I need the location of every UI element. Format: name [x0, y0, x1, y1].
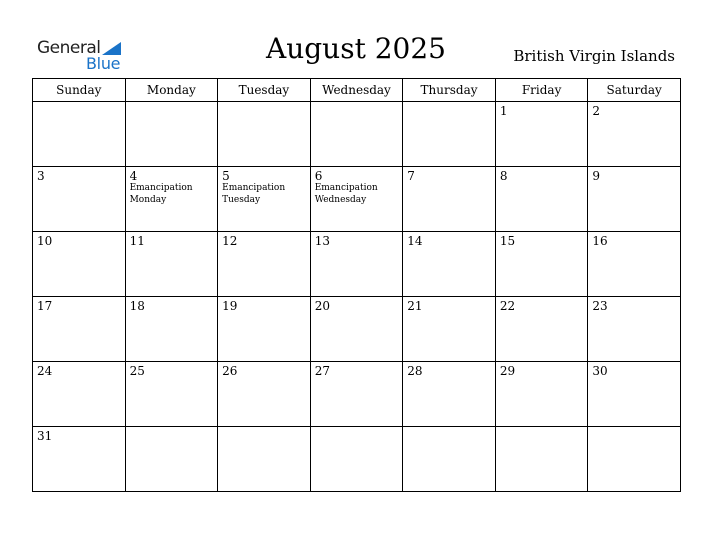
day-cell: [218, 102, 311, 167]
day-cell: [495, 167, 588, 232]
day-number: 2: [592, 104, 601, 118]
day-cell: [218, 427, 311, 492]
day-cell-content: [588, 362, 680, 426]
day-cell: [218, 167, 311, 232]
day-cell: [403, 102, 496, 167]
holiday-label: Emancipation Wednesday: [314, 183, 378, 205]
day-cell-content: [218, 232, 310, 296]
day-cell-content: [588, 167, 680, 231]
day-cell: [495, 102, 588, 167]
day-number: 10: [37, 234, 53, 248]
day-cell: [310, 427, 403, 492]
day-cell-content: [588, 102, 680, 166]
week-row: [33, 102, 681, 167]
day-number: 7: [407, 169, 415, 183]
day-cell: [588, 167, 681, 232]
day-cell: [588, 102, 681, 167]
day-cell-content: [403, 427, 495, 491]
holiday-label: Emancipation Monday: [129, 183, 193, 205]
day-cell-content: [403, 167, 495, 231]
day-cell-content: [403, 297, 495, 361]
day-cell-content: [588, 297, 680, 361]
day-cell-content: [496, 297, 588, 361]
day-number: 24: [37, 364, 53, 378]
day-cell: [403, 362, 496, 427]
day-cell: [588, 362, 681, 427]
day-number: 11: [129, 234, 145, 248]
day-number: 5: [222, 169, 230, 183]
day-cell-content: [403, 232, 495, 296]
weekday-monday: Monday: [125, 79, 218, 102]
day-cell: [125, 297, 218, 362]
week-row: [33, 167, 681, 232]
day-cell-content: [311, 427, 403, 491]
day-cell: [125, 427, 218, 492]
day-number: 21: [407, 299, 423, 313]
day-cell-content: [126, 232, 218, 296]
day-cell: [218, 362, 311, 427]
day-number: 17: [37, 299, 53, 313]
week-row: [33, 297, 681, 362]
day-cell-content: [496, 102, 588, 166]
day-cell-content: [311, 167, 403, 231]
day-number: 18: [129, 299, 145, 313]
day-cell-content: [126, 362, 218, 426]
page-title: August 2025: [266, 32, 446, 65]
day-cell: [495, 232, 588, 297]
day-cell: [588, 297, 681, 362]
calendar-grid: [32, 78, 681, 492]
day-cell: [33, 232, 126, 297]
day-cell: [310, 102, 403, 167]
week-row: [33, 232, 681, 297]
day-number: 26: [222, 364, 238, 378]
day-cell: [310, 232, 403, 297]
day-cell-content: [496, 232, 588, 296]
day-cell: [403, 232, 496, 297]
day-cell: [218, 232, 311, 297]
day-cell-content: [33, 427, 125, 491]
day-cell-content: [218, 362, 310, 426]
day-cell: [125, 232, 218, 297]
holiday-label: Emancipation Tuesday: [222, 183, 286, 205]
day-cell-content: [311, 362, 403, 426]
day-cell: [495, 297, 588, 362]
weekday-thursday: Thursday: [403, 79, 496, 102]
day-cell: [33, 362, 126, 427]
day-cell-content: [496, 362, 588, 426]
day-cell-content: [218, 297, 310, 361]
day-number: 16: [592, 234, 608, 248]
day-number: 14: [407, 234, 423, 248]
day-number: 22: [499, 299, 516, 313]
day-cell: [310, 362, 403, 427]
weekday-saturday: Saturday: [588, 79, 681, 102]
day-number: 8: [499, 169, 508, 183]
region-label: British Virgin Islands: [513, 47, 675, 65]
day-cell-content: [403, 102, 495, 166]
day-number: 9: [592, 169, 601, 183]
weekday-wednesday: Wednesday: [310, 79, 403, 102]
day-number: 23: [592, 299, 608, 313]
day-cell: [403, 297, 496, 362]
day-cell-content: [218, 102, 310, 166]
weekday-sunday: Sunday: [33, 79, 126, 102]
day-cell: [33, 427, 126, 492]
day-cell-content: [311, 297, 403, 361]
week-row: [33, 427, 681, 492]
day-cell-content: [311, 102, 403, 166]
day-cell: [218, 297, 311, 362]
day-number: 25: [129, 364, 145, 378]
day-number: 1: [499, 104, 508, 118]
day-cell-content: [33, 167, 125, 231]
day-number: 15: [499, 234, 516, 248]
logo-general-text: General: [37, 38, 101, 58]
day-cell: [125, 362, 218, 427]
weekday-friday: Friday: [495, 79, 588, 102]
day-cell-content: [311, 232, 403, 296]
day-number: 27: [314, 364, 330, 378]
day-number: 12: [222, 234, 238, 248]
day-cell-content: [496, 167, 588, 231]
day-number: 28: [407, 364, 423, 378]
day-cell: [495, 362, 588, 427]
weekday-header-row: [33, 79, 681, 102]
week-row: [33, 362, 681, 427]
day-number: 19: [222, 299, 238, 313]
day-cell-content: [33, 297, 125, 361]
day-cell-content: [588, 427, 680, 491]
day-cell-content: [126, 297, 218, 361]
day-number: 6: [314, 169, 323, 183]
day-cell: [33, 102, 126, 167]
day-number: 20: [314, 299, 330, 313]
logo-blue-text: Blue: [86, 54, 121, 73]
day-cell-content: [588, 232, 680, 296]
day-cell-content: [33, 362, 125, 426]
day-cell: [125, 102, 218, 167]
day-cell: [403, 427, 496, 492]
day-number: 29: [499, 364, 516, 378]
day-cell-content: [496, 427, 588, 491]
calendar-body: [33, 102, 681, 492]
day-cell-content: [126, 102, 218, 166]
day-cell-content: [126, 167, 218, 231]
day-number: 3: [37, 169, 45, 183]
day-cell-content: [218, 427, 310, 491]
day-cell-content: [33, 232, 125, 296]
day-cell-content: [218, 167, 310, 231]
day-cell: [403, 167, 496, 232]
day-number: 4: [129, 169, 138, 183]
day-cell: [33, 297, 126, 362]
day-number: 30: [592, 364, 608, 378]
day-cell: [588, 427, 681, 492]
day-cell: [125, 167, 218, 232]
day-cell-content: [403, 362, 495, 426]
day-cell: [310, 297, 403, 362]
day-cell: [588, 232, 681, 297]
weekday-tuesday: Tuesday: [218, 79, 311, 102]
day-number: 13: [314, 234, 330, 248]
day-cell: [33, 167, 126, 232]
day-cell-content: [126, 427, 218, 491]
day-number: 31: [37, 429, 53, 443]
day-cell: [495, 427, 588, 492]
day-cell: [310, 167, 403, 232]
day-cell-content: [33, 102, 125, 166]
